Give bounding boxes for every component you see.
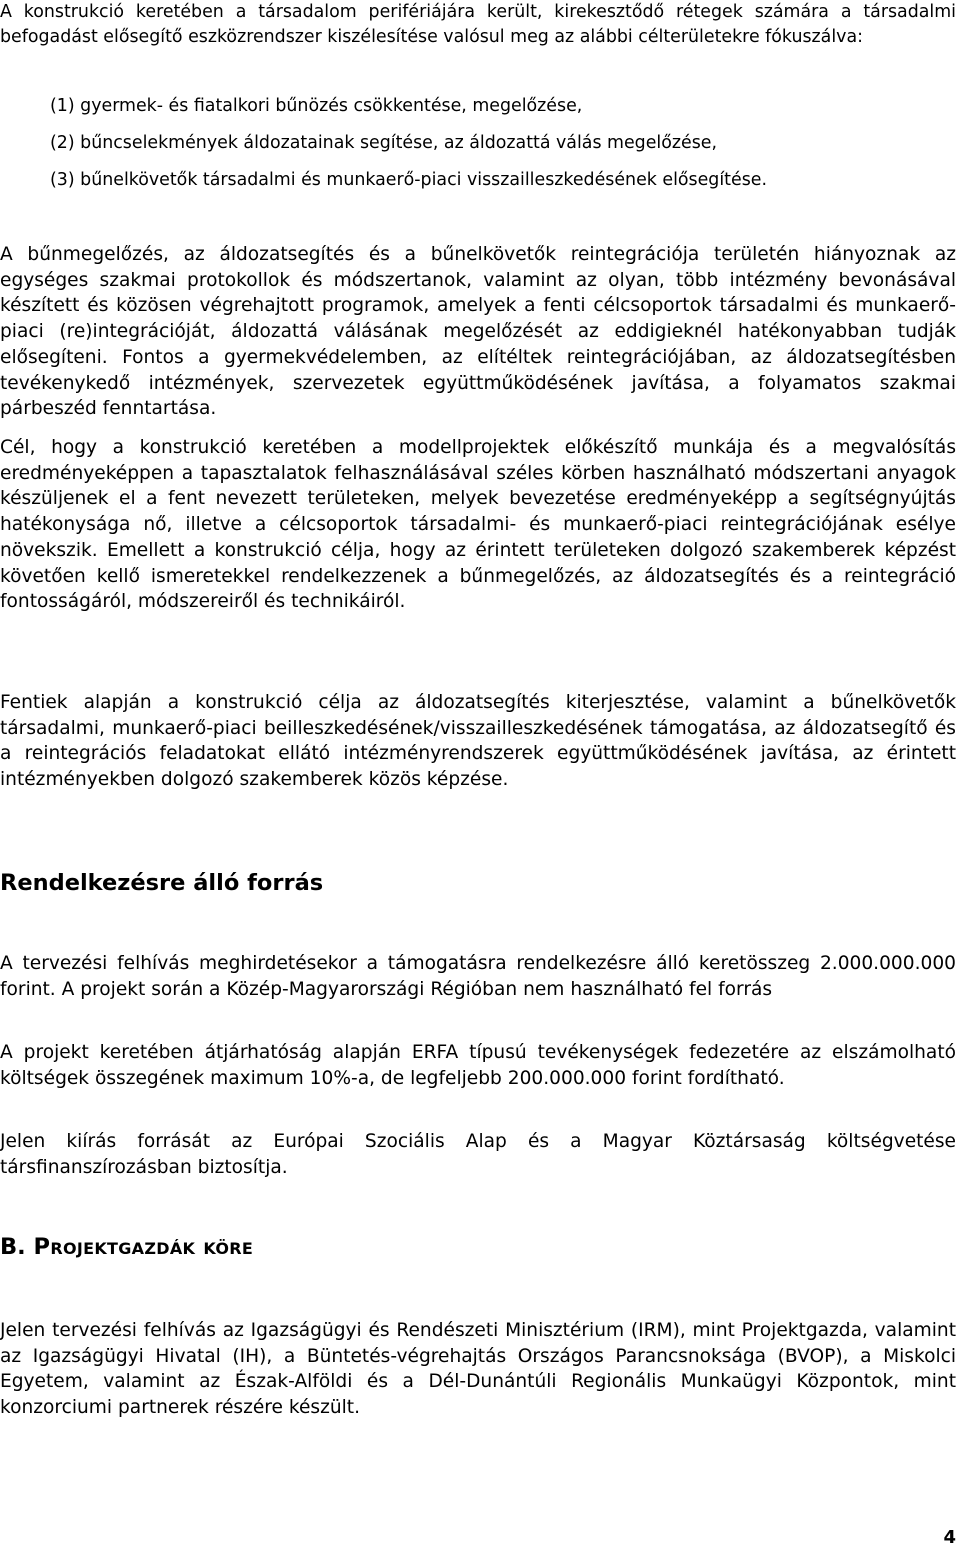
target-areas-list (50, 88, 950, 199)
list-item: (2) bűncselekmények áldozatainak segítése, az áldozattá válás megelőzése, (50, 133, 718, 153)
heading-section-b (0, 1234, 253, 1260)
section-letter: B. (0, 1234, 26, 1260)
paragraph-funding-source: Jelen kiírás forrását az Európai Szociális Alap és a Magyar Köztársaság költségvetése társfinanszírozásban biztosítja. (0, 1131, 956, 1178)
paragraph-erfa: A projekt keretében átjárhatóság alapján ERFA típusú tevékenységek fedezetére az elszámolható költségek összegének maximum 10%-a, de legfeljebb 200.000.000 forint fordítható. (0, 1042, 956, 1089)
paragraph-project-owners: Jelen tervezési felhívás az Igazságügyi és Rendészeti Minisztérium (IRM), mint Projektgazda, valamint az Igazságügyi Hivatal (IH), a Büntetés-végrehajtás Országos Parancsnoksága (BVOP), a Miskolci Egyetem, valamint az Észak-Alföldi és a Dél-Dunántúli Regionális Munkaügyi Központok, mint konzorciumi partnerek részére készült. (0, 1320, 956, 1419)
paragraph-budget: A tervezési felhívás meghirdetésekor a támogatásra rendelkezésre álló keretösszeg 2.000.000.000 forint. A projekt során a Közép-Magyarországi Régióban nem használható fel forrás (0, 953, 956, 1000)
paragraph-missing-protocols: A bűnmegelőzés, az áldozatsegítés és a bűnelkövetők reintegrációja területén hiányoznak az egységes szakmai protokollok és módszertanok, valamint az olyan, több intézmény bevonásával készített és közösen végrehajtott programok, amelyek a fenti célcsoportok társadalmi és munkaerő-piaci (re)integrációját, áldozattá válásának megelőzését az eddigieknél hatékonyabban tudják elősegíteni. Fontos a gyermekvédelemben, az elítéltek reintegrációjában, az áldozatsegítésben tevékenykedő intézmények, szervezetek együttműködésének javítása, a folyamatos szakmai párbeszéd fenntartása. (0, 244, 956, 420)
intro-paragraph: A konstrukció keretében a társadalom perifériájára került, kirekesztődő rétegek számára a társadalmi befogadást elősegítő eszközrendszer kiszélesítése valósul meg az alábbi célterületekre fókuszálva: (0, 2, 956, 47)
list-item: (3) bűnelkövetők társadalmi és munkaerő-piaci visszailleszkedésének elősegítése. (50, 170, 767, 190)
paragraph-goal-methodology: Cél, hogy a konstrukció keretében a modellprojektek előkészítő munkája és a megvalósítás eredményeképpen a tapasztalatok felhasználásával széles körben használható módszertani anyagok készüljenek el a fent nevezett területeken, melyek bevezetése eredményeképp a segítségnyújtás hatékonysága nő, illetve a célcsoportok társadalmi- és munkaerő-piaci reintegrációjának esélye növekszik. Emellett a konstrukció célja, hogy az érintett területeken dolgozó szakemberek képzést követően kellő ismeretekkel rendelkezzenek a bűnmegelőzés, az áldozatsegítés és a reintegráció fontosságáról, módszereiről és technikáiról. (0, 437, 956, 613)
section-title: Projektgazdák köre (33, 1234, 254, 1260)
list-item: (1) gyermek- és fiatalkori bűnözés csökkentése, megelőzése, (50, 96, 583, 116)
paragraph-construction-goal: Fentiek alapján a konstrukció célja az áldozatsegítés kiterjesztése, valamint a bűnelkövetők társadalmi, munkaerő-piaci beilleszkedésének/visszailleszkedésének támogatása, az áldozatsegítő és a reintegrációs feladatokat ellátó intézményrendszerek együttműködésének javítása, az érintett intézményekben dolgozó szakemberek közös képzése. (0, 692, 956, 791)
heading-available-funds: Rendelkezésre álló forrás (0, 870, 324, 896)
page-number: 4 (943, 1527, 956, 1548)
